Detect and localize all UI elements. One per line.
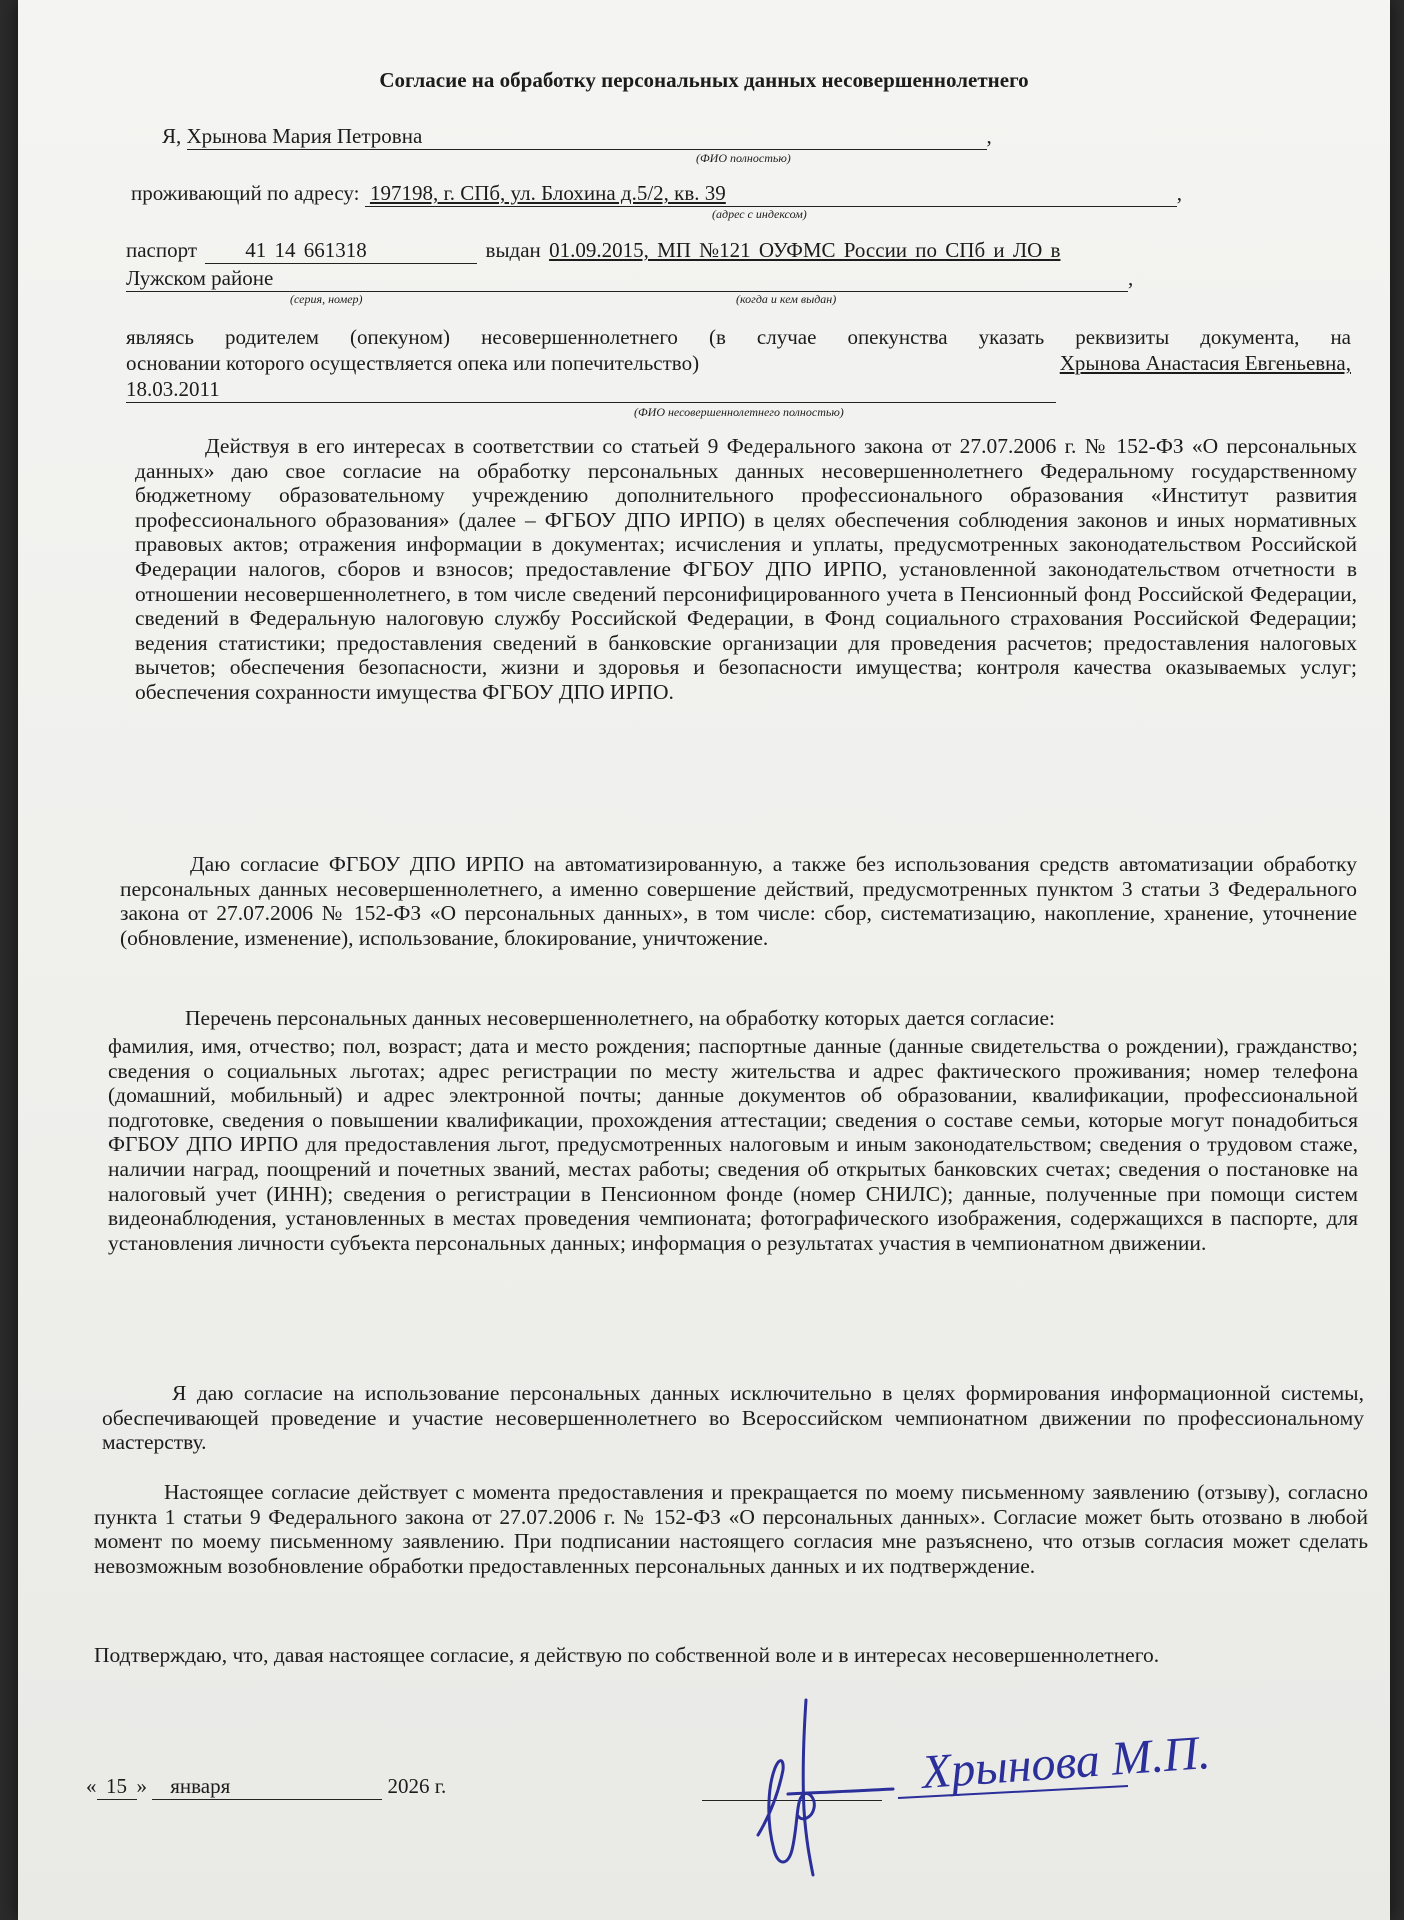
- paragraph-purpose-system: Я даю согласие на использование персональных данных исключительно в целях формирования информационной системы, обеспечивающей проведение и участие несовершеннолетнего во Всероссийском чемпионатном движении по профессиональному мастерству.: [102, 1381, 1364, 1455]
- paragraph-consent-processing: Даю согласие ФГБОУ ДПО ИРПО на автоматизированную, а также без использования средств автоматизации обработку персональных данных несовершеннолетнего, а именно совершение действий, предусмотренных пунктом 3 статьи 3 Федерального закона от 27.07.2006 № 152-ФЗ «О персональных данных», в том числе: сбор, систематизацию, накопление, хранение, уточнение (обновление, изменение), использование, блокирование, уничтожение.: [120, 852, 1357, 950]
- fio-suffix: ,: [986, 124, 992, 148]
- paragraph-purposes: Действуя в его интересах в соответствии со статьей 9 Федерального закона от 27.07.2006 г. № 152-ФЗ «О персональных данных» даю свое согласие на обработку персональных данных несовершеннолетнего Федеральному государственному бюджетному образовательному учреждению дополнительного профессионального образования «Институт развития профессионального образования» (далее – ФГБОУ ДПО ИРПО) в целях обеспечения соблюдения законов и иных нормативных правовых актов; отражения информации в документах; исчисления и уплаты, предусмотренных законодательством Российской Федерации налогов, сборов и взносов; предоставление ФГБОУ ДПО ИРПО, установленной законодательством отчетности в отношении несовершеннолетнего, в том числе сведений персонифицированного учета в Пенсионный фонд Российской Федерации, сведений в Федеральную налоговую службу Российской Федерации, в Фонд социального страхования Российской Федерации; ведения статистики; предоставления сведений в банковские организации для проведения расчетов; предоставления налоговых вычетов; обеспечения безопасности, жизни и здоровья и безопасности имущества; контроля качества оказываемых услуг; обеспечения сохранности имущества ФГБОУ ДПО ИРПО.: [135, 434, 1357, 704]
- parent-line-1: являясь родителем (опекуном) несовершеннолетнего (в случае опекунства указать реквизиты документа, на: [126, 325, 1351, 349]
- fio-caption: (ФИО полностью): [696, 151, 791, 165]
- date-month-field: [152, 1774, 382, 1800]
- passport-number-field: [205, 238, 477, 264]
- document-title: Согласие на обработку персональных данных несовершеннолетнего: [379, 68, 1029, 92]
- passport-suffix: ,: [1128, 266, 1134, 290]
- address-row: [131, 181, 1182, 207]
- signature-scribble: [758, 1700, 893, 1875]
- passport-issued-field: [126, 266, 1128, 292]
- date-year: 2026 г.: [387, 1774, 447, 1798]
- fio-prefix: Я,: [162, 124, 182, 148]
- address-suffix: ,: [1176, 181, 1182, 205]
- passport-issued-label: выдан: [485, 238, 541, 262]
- paragraph-data-list: фамилия, имя, отчество; пол, возраст; дата и место рождения; паспортные данные (данные свидетельства о рождении), гражданство; сведения о социальных льготах; адрес регистрации по месту жительства и адрес фактического проживания; номер телефона (домашний, мобильный) и адрес электронной почты; данные документов об образовании, квалификации, профессиональной подготовке, сведения о повышении квалификации, прохождения аттестации; сведения о составе семьи, которые могут понадобиться ФГБОУ ДПО ИРПО для предоставления льгот, предусмотренных налоговым и иным законодательством; сведения о трудовом стаже, наличии наград, поощрений и почетных званий, местах работы; сведения об открытых банковских счетах; сведения о постановке на налоговый учет (ИНН); сведения о регистрации в Пенсионном фонде (номер СНИЛС); данные, полученные при помощи систем видеонаблюдения, установленных в местах проведения чемпионата; фотографического изображения, содержащихся в паспорте, для установления личности субъекта персональных данных; информация о результатах участия в чемпионатном движении.: [108, 1034, 1358, 1255]
- minor-caption: (ФИО несовершеннолетнего полностью): [634, 405, 844, 419]
- handwritten-signature: [718, 1690, 1238, 1880]
- address-field: [365, 181, 1177, 207]
- signature-name-handwriting: Хрынова М.П.: [920, 1725, 1212, 1799]
- paragraph-list-intro: Перечень персональных данных несовершеннолетнего, на обработку которых дается согласие:: [185, 1006, 1055, 1030]
- date-day-field: [97, 1774, 137, 1800]
- fio-row: [162, 124, 992, 150]
- passport-issued-line1: 01.09.2015, МП №121 ОУФМС России по СПб и ЛО в: [549, 238, 1061, 262]
- passport-number-caption: (серия, номер): [290, 292, 363, 306]
- address-caption: (адрес с индексом): [712, 207, 807, 221]
- address-label: проживающий по адресу:: [131, 181, 360, 205]
- fio-value: Хрынова Мария Петровна: [186, 124, 423, 148]
- parent-line-2-text: основании которого осуществляется опека или попечительство): [126, 351, 700, 375]
- paragraph-validity: Настоящее согласие действует с момента предоставления и прекращается по моему письменному заявлению (отзыву), согласно пункта 1 статьи 9 Федерального закона от 27.07.2006 г. № 152-ФЗ «О персональных данных». Согласие может быть отозвано в любой момент по моему письменному заявлению. При подписании настоящего согласия мне разъяснено, что отзыв согласия может сделать невозможным возобновление обработки предоставленных персональных данных и их подтверждение.: [94, 1480, 1368, 1578]
- passport-number: 41 14 661318: [245, 238, 367, 262]
- minor-name: Хрынова Анастасия Евгеньевна,: [1059, 351, 1351, 375]
- passport-row: [126, 238, 1351, 264]
- date-close-quote: »: [136, 1774, 147, 1798]
- date-month: января: [170, 1774, 231, 1798]
- address-value: 197198, г. СПб, ул. Блохина д.5/2, кв. 39: [369, 181, 726, 205]
- date-day: 15: [106, 1774, 127, 1798]
- consent-document-page: [18, 0, 1390, 1920]
- date-open-quote: «: [86, 1774, 97, 1798]
- minor-birthdate: 18.03.2011: [126, 377, 220, 401]
- date-row: [86, 1774, 446, 1800]
- parent-line-3: [126, 377, 1056, 403]
- passport-row-2: [126, 266, 1133, 292]
- passport-issued-caption: (когда и кем выдан): [736, 292, 837, 306]
- fio-field: [187, 124, 987, 150]
- paragraph-confirmation: Подтверждаю, что, давая настоящее согласие, я действую по собственной воле и в интересах несовершеннолетнего.: [94, 1643, 1160, 1667]
- parent-line-2: [126, 351, 1351, 376]
- minor-field: [126, 377, 1056, 403]
- passport-issued-line2: Лужском районе: [126, 266, 274, 290]
- passport-label: паспорт: [126, 238, 198, 262]
